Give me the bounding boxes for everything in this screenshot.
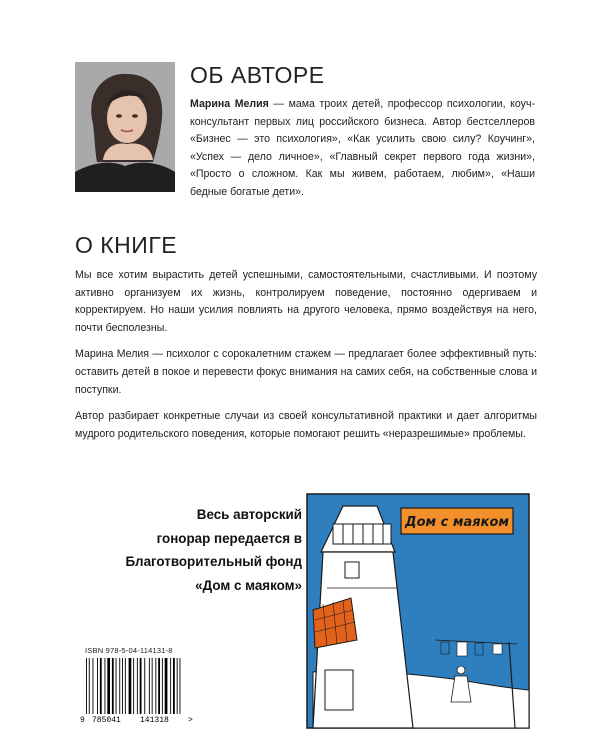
barcode-arrow: >: [188, 716, 193, 724]
barcode-bar: [173, 658, 175, 714]
barcode-bar: [144, 658, 145, 714]
barcode-bar: [105, 658, 106, 714]
book-paragraph-2: Марина Мелия — психолог с сорокалетним стажем — предлагает более эффективный путь: оставить детей в покое и перевести фокус внимания на самих себя, на собственные слова и поступки.: [75, 348, 537, 396]
isbn-barcode: [78, 656, 198, 724]
barcode-bar: [149, 658, 150, 714]
barcode-bar: [119, 658, 120, 714]
charity-line-1: Весь авторский: [196, 507, 302, 522]
barcode-bar: [100, 658, 102, 714]
barcode-bar: [165, 658, 168, 714]
isbn-label: ISBN 978-5-04-114131-8: [85, 646, 173, 655]
barcode-bar: [155, 658, 156, 714]
author-bio: [190, 96, 535, 202]
about-book-heading: О КНИГЕ: [75, 232, 178, 258]
lighthouse-illustration: [305, 492, 531, 730]
barcode-bar: [116, 658, 117, 714]
barcode-bar: [170, 658, 171, 714]
barcode-bar: [125, 658, 126, 714]
fund-logo-text: Дом с маяком: [404, 515, 510, 530]
barcode-digit-first: 9: [80, 716, 85, 724]
barcode-bar: [162, 658, 163, 714]
barcode-bar: [107, 658, 110, 714]
barcode-bar: [89, 658, 90, 714]
barcode-bar: [158, 658, 160, 714]
barcode-bar: [112, 658, 114, 714]
charity-line-3: Благотворительный фонд: [125, 554, 302, 569]
author-name: Марина Мелия: [190, 98, 269, 110]
barcode-digits-right: 141318: [140, 716, 169, 724]
barcode-bar: [129, 658, 132, 714]
barcode-bar: [86, 658, 87, 714]
author-bio-text: — мама троих детей, профессор психологии, коуч-консультант первых лиц российского бизнеса. Автор бестселлеров «Бизнес — это психология», «Как усилить свою силу? Коучинг», «Успех — дело личное», «Главный секрет первого года жизни», «Просто о сложном. Как мы живем, работаем, любим», «Наши бедные богатые дети».: [190, 98, 535, 198]
barcode-bar: [133, 658, 134, 714]
book-description: [75, 267, 537, 452]
barcode-digits-left: 785041: [92, 716, 121, 724]
charity-statement: [52, 503, 302, 597]
barcode-bar: [177, 658, 178, 714]
barcode-bar: [122, 658, 123, 714]
book-paragraph-1: Мы все хотим вырастить детей успешными, самостоятельными, счастливыми. И поэтому активно организуем их жизнь, контролируем поведение, постоянно одергиваем и корректируем. Но наши усилия повлиять на другого человека, прямо воздействуя на него, почти бесполезны.: [75, 269, 537, 334]
barcode-bar: [140, 658, 142, 714]
about-author-heading: ОБ АВТОРЕ: [190, 62, 325, 88]
author-portrait-icon: [75, 62, 175, 192]
charity-line-2: гонорар передается в: [156, 530, 302, 546]
author-photo: [75, 62, 175, 192]
book-paragraph-3: Автор разбирает конкретные случаи из своей консультативной практики и дает алгоритмы мудрого родительского поведения, которые помогают решить «неразрешимые» проблемы.: [75, 410, 537, 440]
barcode-bar: [137, 658, 138, 714]
barcode-bar: [152, 658, 153, 714]
barcode-bar: [93, 658, 94, 714]
charity-line-4: «Дом с маяком»: [195, 577, 302, 593]
barcode-bar: [180, 658, 181, 714]
barcode-bar: [97, 658, 98, 714]
